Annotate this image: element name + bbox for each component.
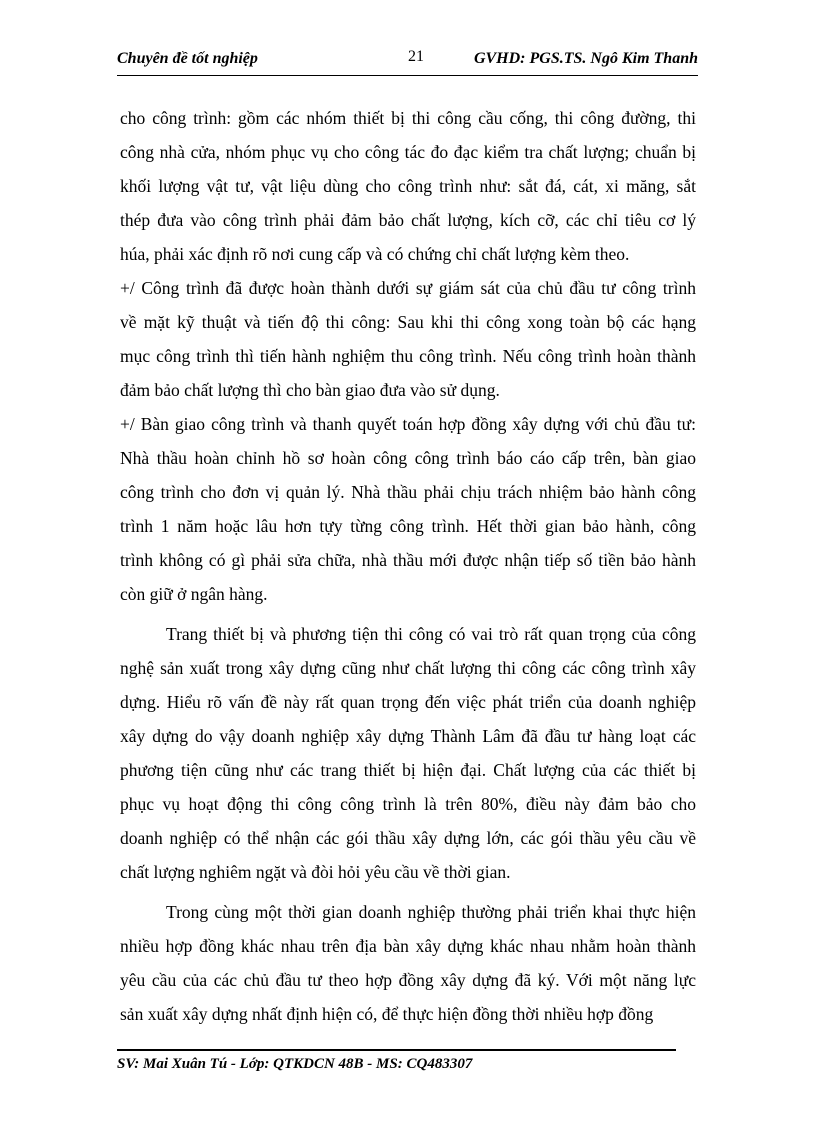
text-line: cho công trình: gồm các nhóm thiết bị thi công cầu cống, thi công đường, thi (120, 108, 696, 128)
text-line: nhiều hợp đồng khác nhau trên địa bàn xây dựng khác nhau nhằm hoàn thành (120, 936, 696, 956)
text-line: đảm bảo chất lượng thì cho bàn giao đưa vào sử dụng. (120, 380, 500, 400)
header-title: Chuyên đề tốt nghiệp (117, 50, 258, 67)
page-header (117, 50, 698, 76)
text-line: doanh nghiệp có thể nhận các gói thầu xây dựng lớn, các gói thầu yêu cầu về (120, 828, 696, 848)
text-line: Trong cùng một thời gian doanh nghiệp thường phải triển khai thực hiện (166, 902, 696, 922)
text-line: phương tiện cũng như các trang thiết bị hiện đại. Chất lượng của các thiết bị (120, 760, 696, 780)
text-line: phục vụ hoạt động thi công công trình là trên 80%, điều này đảm bảo cho (120, 794, 696, 814)
text-line: chất lượng nghiêm ngặt và đòi hỏi yêu cầu về thời gian. (120, 862, 511, 882)
text-line: dựng. Hiểu rõ vấn đề này rất quan trọng đến việc phát triển của doanh nghiệp (120, 692, 696, 712)
header-rule (117, 75, 698, 76)
text-line: khối lượng vật tư, vật liệu dùng cho công trình như: sắt đá, cát, xi măng, sắt (120, 176, 696, 196)
text-line: về mặt kỹ thuật và tiến độ thi công: Sau khi thi công xong toàn bộ các hạng (120, 312, 696, 332)
text-line: Nhà thầu hoàn chỉnh hồ sơ hoàn công công trình báo cáo cấp trên, bàn giao (120, 448, 696, 468)
page-footer: SV: Mai Xuân Tú - Lớp: QTKDCN 48B - MS: CQ483307 (117, 1056, 473, 1072)
text-line: trình 1 năm hoặc lâu hơn tựy từng công trình. Hết thời gian bảo hành, công (120, 516, 696, 536)
text-line: công nhà cửa, nhóm phục vụ cho công tác đo đạc kiểm tra chất lượng; chuẩn bị (120, 142, 696, 162)
text-line: còn giữ ở ngân hàng. (120, 584, 268, 604)
footer-rule (117, 1049, 676, 1051)
text-line: +/ Bàn giao công trình và thanh quyết toán hợp đồng xây dựng với chủ đầu tư: (120, 414, 696, 434)
page-number: 21 (408, 48, 424, 65)
text-line: yêu cầu của các chủ đầu tư theo hợp đồng xây dựng đã ký. Với một năng lực (120, 970, 696, 990)
header-supervisor: GVHD: PGS.TS. Ngô Kim Thanh (473, 50, 698, 67)
text-line: thép đưa vào công trình phải đảm bảo chất lượng, kích cỡ, các chỉ tiêu cơ lý (120, 210, 696, 230)
text-line: nghệ sản xuất trong xây dựng cũng như chất lượng thi công các công trình xây (120, 658, 696, 678)
text-line: xây dựng do vậy doanh nghiệp xây dựng Thành Lâm đã đầu tư hàng loạt các (120, 726, 696, 746)
text-line: Trang thiết bị và phương tiện thi công có vai trò rất quan trọng của công (166, 624, 696, 644)
text-line: +/ Công trình đã được hoàn thành dưới sự giám sát của chủ đầu tư công trình (120, 278, 696, 298)
text-line: mục công trình thì tiến hành nghiệm thu công trình. Nếu công trình hoàn thành (120, 346, 696, 366)
text-line: sản xuất xây dựng nhất định hiện có, để thực hiện đồng thời nhiều hợp đồng (120, 1004, 654, 1024)
text-line: húa, phải xác định rõ nơi cung cấp và có chứng chỉ chất lượng kèm theo. (120, 244, 630, 264)
text-line: công trình cho đơn vị quản lý. Nhà thầu phải chịu trách nhiệm bảo hành công (120, 482, 696, 502)
text-line: trình không có gì phải sửa chữa, nhà thầu mới được nhận tiếp số tiền bảo hành (120, 550, 696, 570)
